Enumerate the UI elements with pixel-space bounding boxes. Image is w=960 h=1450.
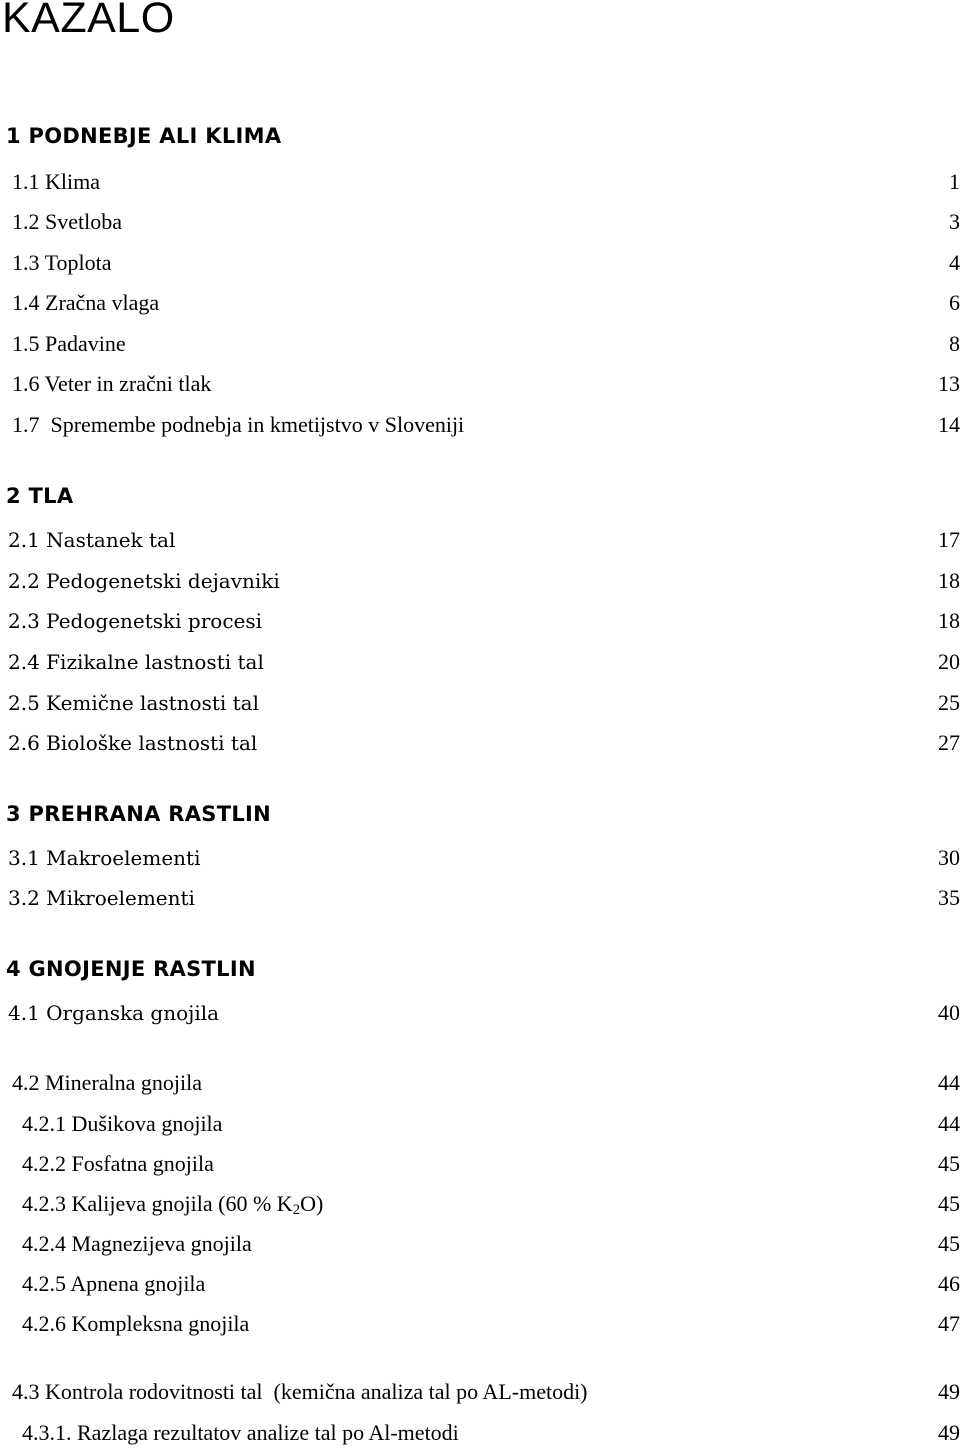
toc-entry-page: 44	[938, 1070, 960, 1095]
toc-entry-2-5[interactable]	[0, 688, 960, 718]
toc-entry-label: 1.3 Toplota	[12, 250, 112, 275]
toc-entry-page: 18	[938, 568, 960, 593]
toc-entry-page: 44	[938, 1111, 960, 1136]
toc-entry-page: 18	[938, 608, 960, 633]
toc-entry-page: 14	[938, 412, 960, 437]
toc-entry-1-2[interactable]	[0, 207, 960, 237]
toc-entry-page: 35	[938, 885, 960, 910]
section-heading-4: 4 GNOJENJE RASTLIN	[6, 957, 256, 981]
toc-entry-1-7[interactable]	[0, 410, 960, 440]
toc-entry-label: 2.1 Nastanek tal	[8, 528, 176, 552]
toc-entry-2-2[interactable]	[0, 566, 960, 596]
toc-entry-4-2[interactable]	[0, 1068, 960, 1098]
toc-entry-page: 40	[938, 1000, 960, 1025]
toc-entry-4-2-5[interactable]	[0, 1269, 960, 1299]
toc-entry-label: 1.5 Padavine	[12, 331, 126, 356]
toc-entry-page: 3	[949, 209, 960, 234]
toc-entry-2-4[interactable]	[0, 647, 960, 677]
toc-entry-label: 1.4 Zračna vlaga	[12, 290, 160, 315]
toc-entry-label: 4.2.4 Magnezijeva gnojila	[22, 1231, 252, 1256]
toc-entry-page: 45	[938, 1191, 960, 1216]
toc-entry-label: 4.2.1 Dušikova gnojila	[22, 1111, 223, 1136]
toc-entry-page: 27	[938, 730, 960, 755]
toc-entry-label	[22, 1189, 323, 1225]
toc-entry-label: 4.3 Kontrola rodovitnosti tal (kemična analiza tal po AL-metodi)	[12, 1379, 588, 1404]
toc-entry-4-3-1[interactable]	[0, 1418, 960, 1448]
toc-entry-page: 45	[938, 1151, 960, 1176]
toc-entry-label-suffix: O)	[300, 1191, 324, 1216]
toc-entry-4-2-1[interactable]	[0, 1109, 960, 1139]
toc-entry-label: 2.4 Fizikalne lastnosti tal	[8, 650, 264, 674]
toc-entry-page: 6	[949, 290, 960, 315]
toc-entry-label: 4.2.6 Kompleksna gnojila	[22, 1311, 250, 1336]
toc-entry-2-6[interactable]	[0, 728, 960, 758]
toc-entry-page: 30	[938, 845, 960, 870]
toc-entry-label: 3.1 Makroelementi	[8, 846, 201, 870]
toc-entry-page: 49	[938, 1379, 960, 1404]
toc-entry-1-1[interactable]	[0, 167, 960, 197]
page-title: KAZALO	[2, 0, 175, 42]
toc-entry-label: 1.7 Spremembe podnebja in kmetijstvo v Sloveniji	[12, 412, 465, 437]
toc-entry-4-2-4[interactable]	[0, 1229, 960, 1259]
toc-entry-label: 1.2 Svetloba	[12, 209, 122, 234]
subscript-two: 2	[292, 1202, 301, 1218]
toc-entry-page: 46	[938, 1271, 960, 1296]
toc-entry-4-3[interactable]	[0, 1377, 960, 1407]
toc-entry-label-prefix: 4.2.3 Kalijeva gnojila (60 % K	[22, 1191, 293, 1216]
toc-entry-3-1[interactable]	[0, 843, 960, 873]
toc-entry-label: 4.3.1. Razlaga rezultatov analize tal po Al-metodi	[22, 1420, 459, 1445]
toc-entry-label: 4.2.5 Apnena gnojila	[22, 1271, 206, 1296]
toc-entry-page: 8	[949, 331, 960, 356]
toc-entry-2-3[interactable]	[0, 606, 960, 636]
toc-entry-4-2-2[interactable]	[0, 1149, 960, 1179]
toc-entry-label: 2.5 Kemične lastnosti tal	[8, 691, 259, 715]
toc-entry-1-3[interactable]	[0, 248, 960, 278]
toc-entry-label: 4.1 Organska gnojila	[8, 1001, 220, 1025]
toc-entry-1-6[interactable]	[0, 369, 960, 399]
toc-entry-page: 47	[938, 1311, 960, 1336]
toc-entry-label: 1.6 Veter in zračni tlak	[12, 371, 212, 396]
toc-entry-2-1[interactable]	[0, 525, 960, 555]
toc-entry-4-1[interactable]	[0, 998, 960, 1028]
toc-entry-1-5[interactable]	[0, 329, 960, 359]
toc-entry-label: 2.6 Biološke lastnosti tal	[8, 731, 258, 755]
toc-entry-page: 49	[938, 1420, 960, 1445]
toc-entry-1-4[interactable]	[0, 288, 960, 318]
toc-entry-label: 4.2 Mineralna gnojila	[12, 1070, 203, 1095]
toc-entry-4-2-6[interactable]	[0, 1309, 960, 1339]
toc-entry-label: 4.2.2 Fosfatna gnojila	[22, 1151, 214, 1176]
section-heading-1: 1 PODNEBJE ALI KLIMA	[6, 124, 282, 148]
toc-entry-3-2[interactable]	[0, 883, 960, 913]
section-heading-2: 2 TLA	[6, 484, 74, 508]
toc-entry-page: 1	[949, 169, 960, 194]
toc-entry-page: 45	[938, 1231, 960, 1256]
toc-entry-label: 3.2 Mikroelementi	[8, 886, 195, 910]
toc-entry-page: 4	[949, 250, 960, 275]
toc-entry-page: 20	[938, 649, 960, 674]
toc-entry-page: 25	[938, 690, 960, 715]
toc-entry-page: 13	[938, 371, 960, 396]
toc-entry-label: 2.2 Pedogenetski dejavniki	[8, 569, 280, 593]
section-heading-3: 3 PREHRANA RASTLIN	[6, 802, 272, 826]
toc-entry-label: 2.3 Pedogenetski procesi	[8, 609, 263, 633]
toc-entry-4-2-3[interactable]	[0, 1189, 960, 1219]
toc-entry-label: 1.1 Klima	[12, 169, 100, 194]
toc-entry-page: 17	[938, 527, 960, 552]
